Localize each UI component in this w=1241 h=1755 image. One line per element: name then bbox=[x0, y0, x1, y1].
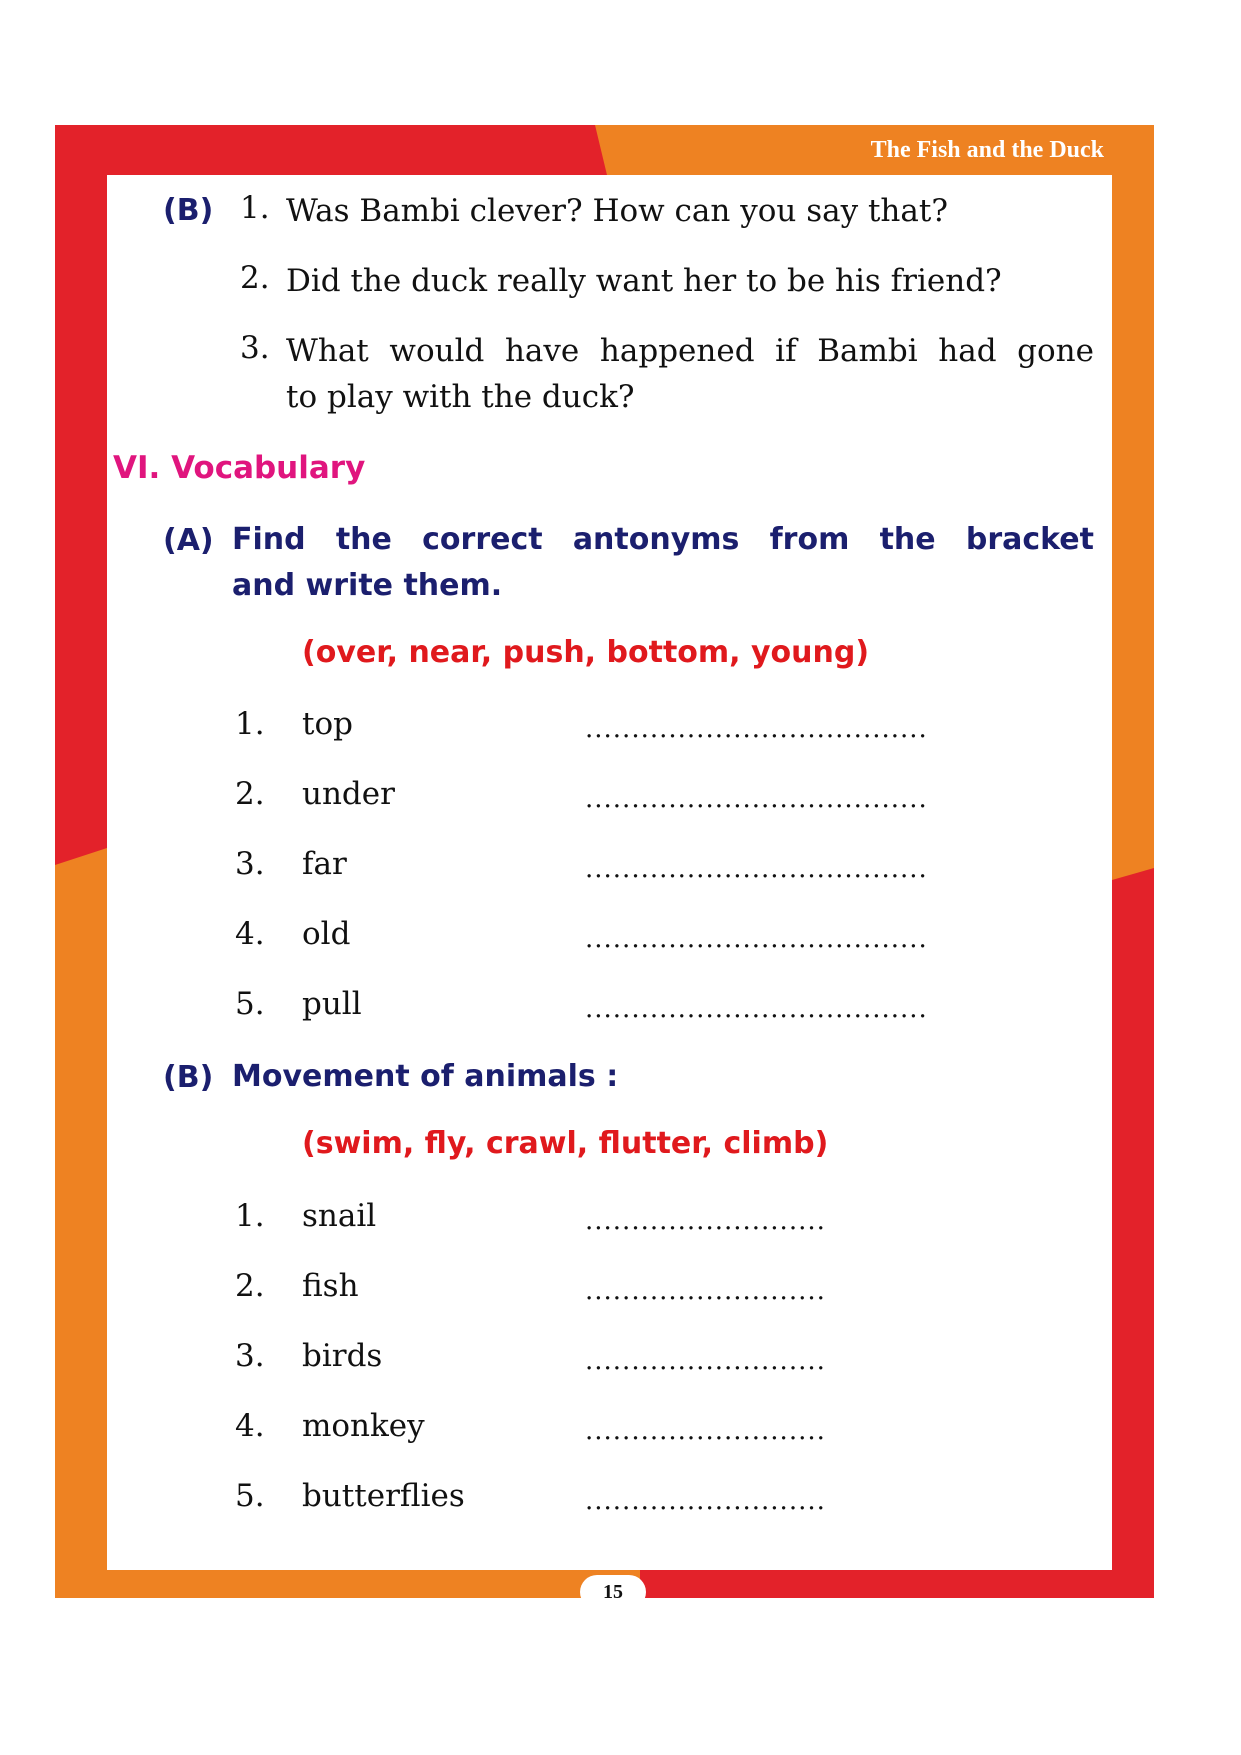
answer-blank: .......................... bbox=[585, 1416, 826, 1446]
answer-blank: ..................................... bbox=[585, 994, 928, 1024]
part-a-instruction-line1: Find the correct antonyms from the bracket bbox=[232, 522, 1094, 557]
antonym-word: top bbox=[302, 706, 353, 742]
antonym-word: under bbox=[302, 776, 395, 812]
animal-number: 5. bbox=[235, 1478, 265, 1514]
answer-blank: .......................... bbox=[585, 1486, 826, 1516]
antonym-number: 4. bbox=[235, 916, 265, 952]
movement-options: (swim, fly, crawl, flutter, climb) bbox=[302, 1126, 829, 1161]
animal-word: birds bbox=[302, 1338, 383, 1374]
answer-blank: .......................... bbox=[585, 1206, 826, 1236]
animal-number: 2. bbox=[235, 1268, 265, 1304]
answer-blank: .......................... bbox=[585, 1346, 826, 1376]
answer-blank: ..................................... bbox=[585, 924, 928, 954]
section-number: VI. bbox=[113, 450, 161, 486]
question-text-line1: What would have happened if Bambi had gone bbox=[286, 333, 1094, 369]
answer-blank: ..................................... bbox=[585, 714, 928, 744]
antonym-number: 1. bbox=[235, 706, 265, 742]
section-name: Vocabulary bbox=[160, 450, 366, 486]
antonym-options: (over, near, push, bottom, young) bbox=[302, 635, 870, 670]
animal-word: fish bbox=[302, 1268, 359, 1304]
part-a-label: (A) bbox=[163, 523, 214, 558]
animal-number: 4. bbox=[235, 1408, 265, 1444]
question-number: 2. bbox=[240, 260, 270, 296]
page-number: 15 bbox=[580, 1575, 646, 1609]
question-text: Was Bambi clever? How can you say that? bbox=[286, 193, 948, 229]
part-b-label: (B) bbox=[163, 193, 214, 228]
animal-word: monkey bbox=[302, 1408, 425, 1444]
part-b-instruction: Movement of animals : bbox=[232, 1059, 619, 1094]
antonym-number: 5. bbox=[235, 986, 265, 1022]
antonym-word: pull bbox=[302, 986, 362, 1022]
question-text: Did the duck really want her to be his friend? bbox=[286, 263, 1002, 299]
animal-word: butterflies bbox=[302, 1478, 465, 1514]
animal-word: snail bbox=[302, 1198, 377, 1234]
question-number: 3. bbox=[240, 330, 270, 366]
antonym-word: far bbox=[302, 846, 347, 882]
antonym-number: 2. bbox=[235, 776, 265, 812]
question-number: 1. bbox=[240, 190, 270, 226]
question-text-line2: to play with the duck? bbox=[286, 379, 635, 415]
animal-number: 1. bbox=[235, 1198, 265, 1234]
answer-blank: ..................................... bbox=[585, 784, 928, 814]
antonym-word: old bbox=[302, 916, 351, 952]
part-a-instruction-line2: and write them. bbox=[232, 568, 503, 603]
animal-number: 3. bbox=[235, 1338, 265, 1374]
answer-blank: ..................................... bbox=[585, 854, 928, 884]
running-title: The Fish and the Duck bbox=[870, 137, 1104, 163]
answer-blank: .......................... bbox=[585, 1276, 826, 1306]
antonym-number: 3. bbox=[235, 846, 265, 882]
part-b-movement-label: (B) bbox=[163, 1060, 214, 1095]
section-title-vocabulary bbox=[113, 450, 365, 486]
